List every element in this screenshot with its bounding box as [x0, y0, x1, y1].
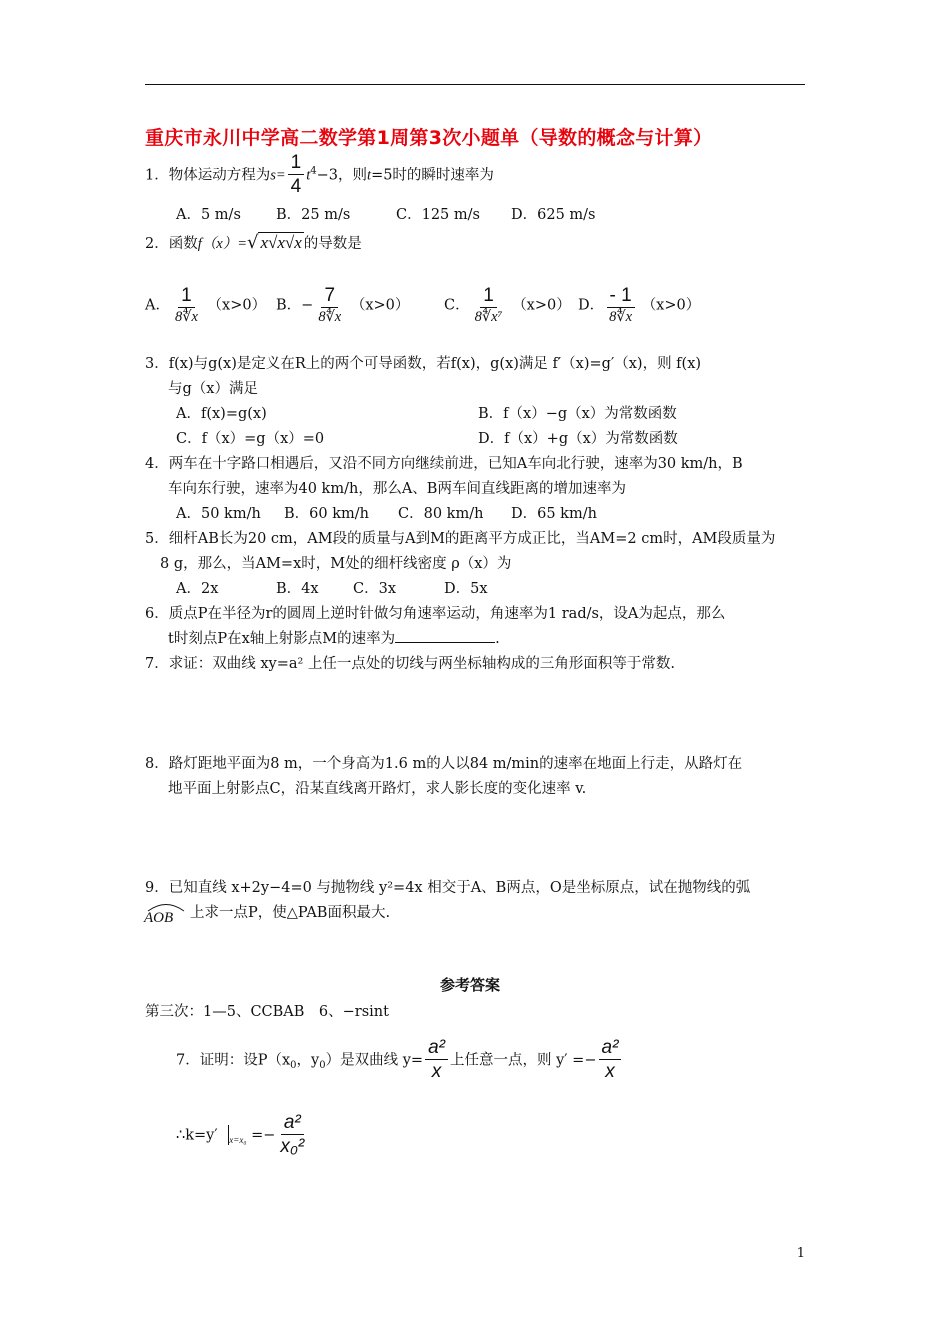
q3-option-c: C．f（x）=g（x）=0 [176, 431, 325, 447]
q4-option-b: B．60 km/h [284, 506, 369, 522]
q9-line-2: 上求一点P，使△PAB面积最大. [190, 905, 391, 921]
q1-option-a: A．5 m/s [176, 207, 241, 223]
answer-blank [395, 642, 495, 643]
q1-option-c: C．125 m/s [396, 207, 480, 223]
q1-fraction: $\frac{1}{4}$ [288, 152, 305, 199]
q4-option-d: D．65 km/h [511, 506, 597, 522]
q7-line-1: 7．求证：双曲线 xy=a² 上任一点处的切线与两坐标轴构成的三角形面积等于常数. [145, 656, 676, 672]
question-1: 1．物体运动方程为s= $\frac{1}{4}$ $t^4-3$，则t=5时的瞬时速率为 [145, 152, 494, 197]
q2-option-a: A． $\frac{1}{8∜x}$ （x>0） [145, 285, 267, 325]
q2-option-b: B．− $\frac{7}{8∜x}$ （x>0） [276, 285, 410, 325]
q5-option-a: A．2x [176, 581, 219, 597]
q5-option-b: B．4x [276, 581, 319, 597]
q1-option-d: D．625 m/s [511, 207, 596, 223]
answers-title: 参考答案 [440, 976, 501, 994]
q9-line-1: 9．已知直线 x+2y−4=0 与抛物线 y²=4x 相交于A、B两点，O是坐标原点，试在抛物线的弧 [145, 880, 751, 896]
q2-option-d: D． $\frac{- 1}{8∜x}$ （x>0） [578, 285, 701, 325]
answer-7-slope: ∴k=y′ $_{x=x_0}$ =− $\frac{\text{a²}}{\text{x₀²}}$ [176, 1112, 305, 1157]
question-2: 2．函数f（x）=√ x√x√x 的导数是 [145, 232, 362, 253]
answers-line-1: 第三次：1—5、CCBAB 6、−rsint [145, 1004, 389, 1020]
q8-line-1: 8．路灯距地平面为8 m，一个身高为1.6 m的人以84 m/min的速率在地面上行走，从路灯在 [145, 756, 743, 772]
q2-option-c: C． $\frac{1}{\text{8∜x⁷}}$ （x>0） [444, 285, 571, 325]
q1-option-b: B．25 m/s [276, 207, 351, 223]
radical-sign: √ [246, 232, 259, 253]
page-number: 1 [796, 1246, 805, 1261]
answer-7-proof: 7．证明：设$P(x_0$，$y_0$）是双曲线 y= $\frac{\text{a²}}{x}$ 上任意一点，则 y′ =− $\frac{\text{a²}}{x}$ [176, 1037, 623, 1084]
q8-line-2: 地平面上射影点C，沿某直线离开路灯，求人影长度的变化速率 v. [168, 781, 587, 797]
q4-option-a: A．50 km/h [176, 506, 261, 522]
q5-line-2: 8 g，那么，当AM=x时，M处的细杆线密度 ρ（x）为 [160, 556, 512, 572]
q3-option-b: B．f（x）−g（x）为常数函数 [478, 406, 677, 422]
top-rule [145, 84, 805, 85]
q6-line-1: 6．质点P在半径为r的圆周上逆时针做匀角速率运动，角速率为1 rad/s，设A为起点，那么 [145, 606, 726, 622]
q3-option-a: A．f(x)=g(x) [176, 406, 267, 422]
q5-option-d: D．5x [444, 581, 488, 597]
q3-option-d: D．f（x）+g（x）为常数函数 [478, 431, 678, 447]
q4-line-1: 4．两车在十字路口相遇后，又沿不同方向继续前进，已知A车向北行驶，速率为30 km/h，B [145, 456, 743, 472]
q4-line-2: 车向东行驶，速率为40 km/h，那么A、B两车间直线距离的增加速率为 [168, 481, 626, 497]
q3-line-2: 与g（x）满足 [168, 381, 258, 397]
page-title: 重庆市永川中学高二数学第1周第3次小题单（导数的概念与计算） [145, 127, 713, 149]
q5-line-1: 5．细杆AB长为20 cm，AM段的质量与A到M的距离平方成正比，当AM=2 cm时，AM段质量为 [145, 531, 776, 547]
q4-option-c: C．80 km/h [398, 506, 484, 522]
q5-option-c: C．3x [353, 581, 396, 597]
q6-line-2: t时刻点P在x轴上射影点M的速率为 . [168, 631, 500, 647]
q3-line-1: 3．f(x)与g(x)是定义在R上的两个可导函数，若f(x)，g(x)满足 f′（x)=g′（x)，则 f(x) [145, 356, 702, 372]
